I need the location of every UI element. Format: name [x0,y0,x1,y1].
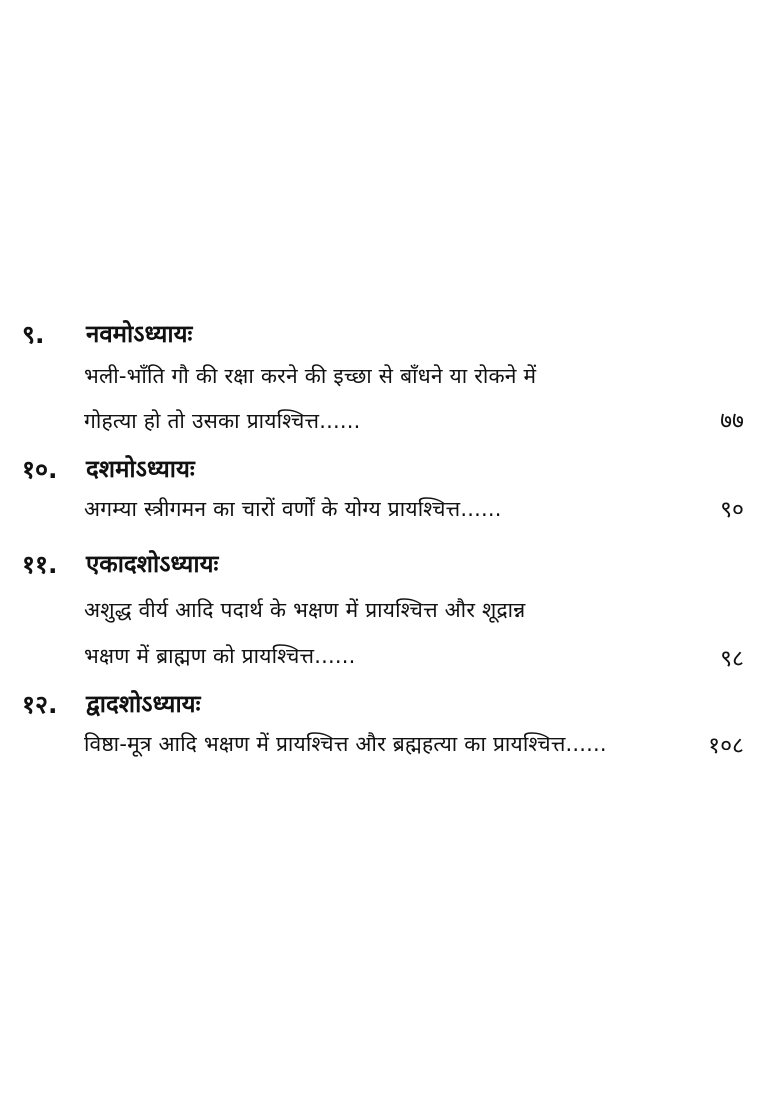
chapter-number: ९. [22,320,45,349]
chapter-description-line: अशुद्ध वीर्य आदि पदार्थ के भक्षण में प्रायश्चित्त और शूद्रान्न [84,598,526,622]
chapter-number: १२. [22,690,58,719]
page-number: ७७ [720,408,744,434]
chapter-description-line: विष्ठा-मूत्र आदि भक्षण में प्रायश्चित्त और ब्रह्महत्या का प्रायश्चित्त...... [84,732,607,756]
chapter-number: १०. [22,455,58,484]
chapter-title: द्वादशोऽध्यायः [86,690,201,718]
chapter-number: ११. [22,550,58,579]
chapter-title: नवमोऽध्यायः [86,320,193,348]
chapter-description-line: भली-भाँति गौ की रक्षा करने की इच्छा से बाँधने या रोकने में [84,364,537,388]
page-number: १०८ [708,733,744,759]
page-number: ९८ [720,646,744,672]
chapter-description-line: अगम्या स्त्रीगमन का चारों वर्णों के योग्य प्रायश्चित्त...... [84,497,502,521]
chapter-description-line: भक्षण में ब्राह्मण को प्रायश्चित्त...... [84,644,356,668]
chapter-title: दशमोऽध्यायः [86,455,195,483]
chapter-title: एकादशोऽध्यायः [86,550,219,578]
chapter-description-line: गोहत्या हो तो उसका प्रायश्चित्त...... [84,409,361,433]
page-number: ९० [720,497,744,523]
